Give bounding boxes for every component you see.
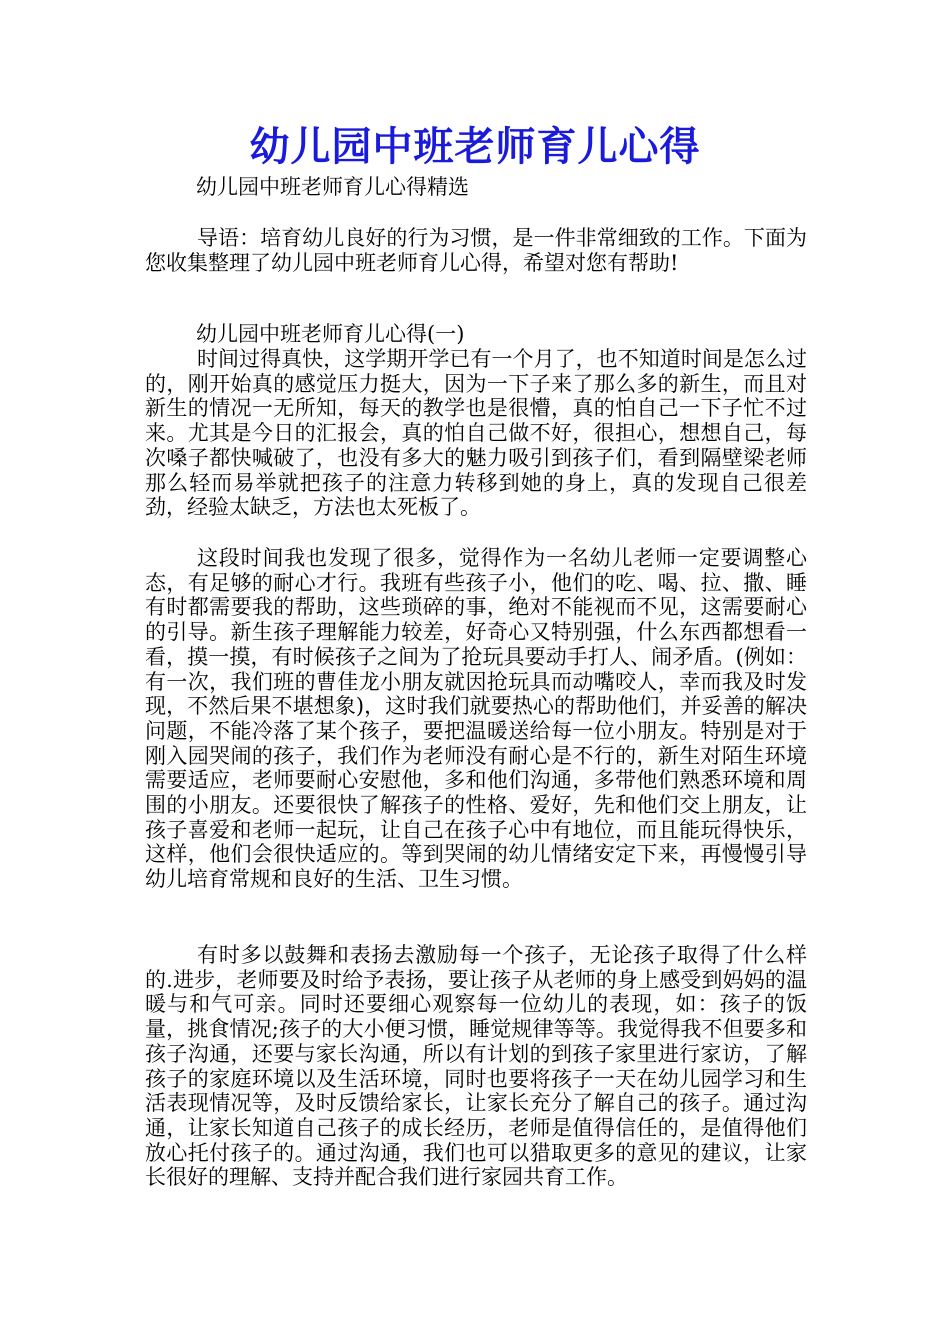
intro-paragraph: 导语：培育幼儿良好的行为习惯，是一件非常细致的工作。下面为您收集整理了幼儿园中班老师育儿心得，希望对您有帮助! <box>145 226 807 275</box>
body-paragraph-3: 有时多以鼓舞和表扬去激励每一个孩子，无论孩子取得了什么样的.进步，老师要及时给予表扬，要让孩子从老师的身上感受到妈妈的温暖与和气可亲。同时还要细心观察每一位幼儿的表现，如：孩子的饭量，挑食情况;孩子的大小便习惯，睡觉规律等等。我觉得我不但要多和孩子沟通，还要与家长沟通，所以有计划的到孩子家里进行家访，了解孩子的家庭环境以及生活环境，同时也要将孩子一天在幼儿园学习和生活表现情况等，及时反馈给家长，让家长充分了解自己的孩子。通过沟通，让家长知道自己孩子的成长经历，老师是值得信任的，是值得他们放心托付孩子的。通过沟通，我们也可以猎取更多的意见的建议，让家长很好的理解、支持并配合我们进行家园共育工作。 <box>145 943 807 1190</box>
body-paragraph-2: 这段时间我也发现了很多，觉得作为一名幼儿老师一定要调整心态，有足够的耐心才行。我班有些孩子小，他们的吃、喝、拉、撒、睡有时都需要我的帮助，这些琐碎的事，绝对不能视而不见，这需要耐心的引导。新生孩子理解能力较差，好奇心又特别强，什么东西都想看一看，摸一摸，有时候孩子之间为了抢玩具要动手打人、闹矛盾。(例如：有一次，我们班的曹佳龙小朋友就因抢玩具而动嘴咬人，幸而我及时发现，不然后果不堪想象)，这时我们就要热心的帮助他们，并妥善的解决问题，不能冷落了某个孩子，要把温暖送给每一位小朋友。特别是对于刚入园哭闹的孩子，我们作为老师没有耐心是不行的，新生对陌生环境需要适应，老师要耐心安慰他，多和他们沟通，多带他们熟悉环境和周围的小朋友。还要很快了解孩子的性格、爱好，先和他们交上朋友，让孩子喜爱和老师一起玩，让自己在孩子心中有地位，而且能玩得快乐，这样，他们会很快适应的。等到哭闹的幼儿情绪安定下来，再慢慢引导幼儿培育常规和良好的生活、卫生习惯。 <box>145 546 807 892</box>
document-title: 幼儿园中班老师育儿心得 <box>249 123 701 170</box>
body-paragraph-1: 时间过得真快，这学期开学已有一个月了，也不知道时间是怎么过的，刚开始真的感觉压力挺大，因为一下子来了那么多的新生，而且对新生的情况一无所知，每天的教学也是很懵，真的怕自己一下子忙不过来。尤其是今日的汇报会，真的怕自己做不好，很担心，想想自己，每次嗓子都快喊破了，也没有多大的魅力吸引到孩子们，看到隔壁梁老师那么轻而易举就把孩子的注意力转移到她的身上，真的发现自己很差劲，经验太缺乏，方法也太死板了。 <box>145 347 807 520</box>
section-heading: 幼儿园中班老师育儿心得(一) <box>196 322 465 346</box>
document-subtitle: 幼儿园中班老师育儿心得精选 <box>196 175 469 199</box>
